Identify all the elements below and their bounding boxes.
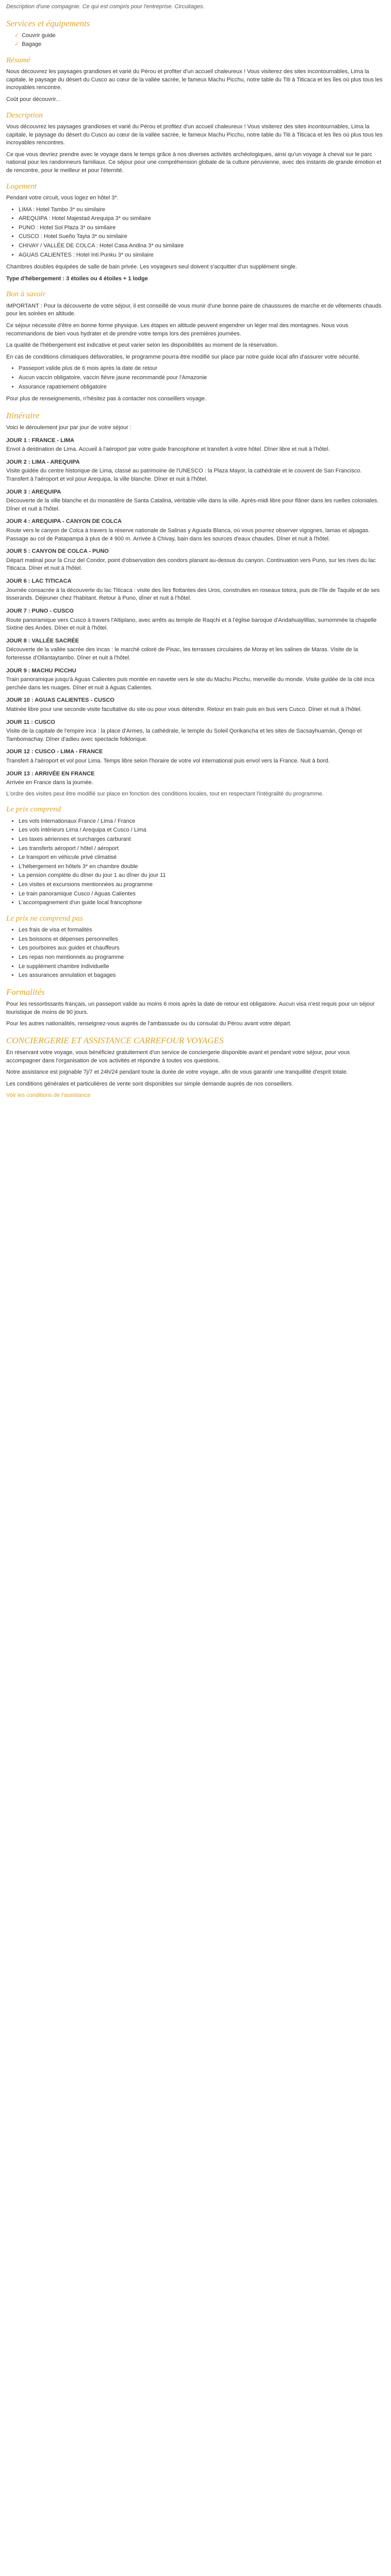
resume-title: Résumé [6,56,30,64]
day-text: Matinée libre pour une seconde visite facultative du site ou pour vous détendre. Retour en train puis en bus vers Cusco. Dîner et nuit à l'hôtel. [6,706,362,713]
prix-item: • Les vols internationaux France / Lima / France [19,818,385,826]
day-text: Route vers le canyon de Colca à travers la réserve nationale de Salinas y Aguada Blanca, où vous pourrez observer vigognes, lamas et alpagas. Passage au col de Patapampa à plus de 4 900 m. Arrivée à Chivay, bain dans les sources d'eaux chaudes. Dîner et nuit à l'hôtel. [6,528,370,542]
day-heading: JOUR 12 : CUSCO - LIMA - FRANCE [6,749,103,755]
resume-paragraph: Coût pour découvrir... [6,96,61,103]
description-title: Description [6,111,43,120]
noncompris-item: • Les repas non mentionnés au programme [19,954,385,962]
noncompris-item: • Les frais de visa et formalités [19,926,385,935]
check-icon: ✓ [14,32,20,39]
service-item: ✓ Couvrir guide [14,32,56,39]
itineraire-footnote: L'ordre des visites peut être modifié sur place en fonction des conditions locales, tout en respectant l'intégralité du programme. [6,790,324,797]
itinerary-day [6,578,385,603]
day-heading: JOUR 6 : LAC TITICACA [6,578,72,585]
prix-item: • La pension complète du dîner du jour 1 au dîner du jour 11 [19,872,385,880]
day-heading: JOUR 4 : AREQUIPA - CANYON DE COLCA [6,518,122,525]
day-text: Découverte de la vallée sacrée des Incas : le marché coloré de Pisac, les terrasses circulaires de Moray et les salines de Maras. Visite de la forteresse d'Ollantaytambo. Dîner et nuit à l'hôtel. [6,647,359,661]
hotel-item: • AREQUIPA : Hotel Majestad Arequipa 3* ou similaire [19,215,385,223]
prix-item: • Les vols intérieurs Lima / Arequipa et Cusco / Lima [19,826,385,835]
itinerary-day [6,637,385,663]
logement-note: Chambres doubles équipées de salle de bain privée. Les voyageurs seul doivent s'acquitter d'un supplément single. [6,264,297,270]
description-paragraph: Ce que vous devriez prendre avec le voyage dans le temps grâce à nos diverses activités archéologiques, ainsi qu'un voyage à cheval sur le parc national pour les randonneurs familiaux. Ce séjour pour une compréhension globale de la culture péruvienne, avec des instants de grande émotion et de rencontre, pour le meilleur et pour l'éternité. [6,151,382,174]
itineraire-intro: Voici le déroulement jour par jour de votre séjour : [6,424,132,431]
bonasavoir-paragraph: Ce séjour nécessite d'être en bonne forme physique. Les étapes en altitude peuvent engendrer un léger mal des montagnes. Nous vous recommandons de bien vous hydrater et de prendre votre temps lors des premières journées. [6,322,349,337]
formalites-title: Formalités [6,987,45,997]
bonasavoir-section [6,289,385,403]
conciergerie-paragraph: Les conditions générales et particulières de vente sont disponibles sur simple demande auprès de nos conseillers. [6,1080,294,1087]
noncompris-section [6,913,385,980]
logement-intro: Pendant votre circuit, vous logez en hôtel 3*. [6,194,119,201]
day-heading: JOUR 10 : AGUAS CALIENTES - CUSCO [6,697,115,704]
day-heading: JOUR 13 : ARRIVÉE EN FRANCE [6,770,95,777]
prix-item: • L'hébergement en hôtels 3* en chambre double [19,863,385,871]
day-text: Transfert à l'aéroport et vol pour Lima. Temps libre selon l'horaire de votre vol international puis envol vers la France. Nuit à bord. [6,758,330,765]
itineraire-title: Itinéraire [6,410,40,420]
prix-list [6,818,385,907]
intro-text: Description d'une compagnie. Ce qui est compris pour l'entreprise. Circuitages. [6,4,205,10]
hotel-item: • CHIVAY / VALLÉE DE COLCA : Hotel Casa Andina 3* ou similaire [19,242,385,250]
day-heading: JOUR 7 : PUNO - CUSCO [6,607,74,614]
itinerary-day [6,488,385,514]
service-item: ✓ Bagage [14,41,42,48]
noncompris-item: • Le supplément chambre individuelle [19,963,385,971]
day-text: Visite guidée du centre historique de Lima, classé au patrimoine de l'UNESCO : la Plaza Mayor, la cathédrale et le couvent de San Francisco. Transfert à l'aéroport et vol pour Arequipa, la ville blanche. Dîner et nuit à l'hôtel. [6,468,362,482]
day-heading: JOUR 9 : MACHU PICCHU [6,667,76,674]
hotel-item: • PUNO : Hotel Sol Plaza 3* ou similaire [19,224,385,232]
itinerary-day [6,770,385,787]
prix-item: • Les visites et excursions mentionnées au programme [19,881,385,889]
day-heading: JOUR 2 : LIMA - AREQUIPA [6,459,80,465]
noncompris-list [6,926,385,980]
description-section [6,110,385,175]
logement-section [6,181,385,283]
noncompris-title: Le prix ne comprend pas [6,914,83,923]
bonasavoir-closing: Pour plus de renseignements, n'hésitez pas à contacter nos conseillers voyage. [6,396,206,402]
description-paragraph: Vous découvrez les paysages grandioses et varié du Pérou et profitez d'un accueil chaleureux ! Vous visiterez des sites incontournables, Lima la capitale, le paysage du désert du Cusco au cœur de la vallée sacrée, le fameux Machu Picchu, notre table du Titi à Titicaca et les îles où plus tous les incroyables rencontres. [6,123,383,146]
conciergerie-paragraph: Notre assistance est joignable 7j/7 et 24h/24 pendant toute la durée de votre voyage, afin de vous garantir une tranquillité d'esprit totale. [6,1069,348,1076]
logement-type: Type d'hébergement : 3 étoiles ou 4 étoiles + 1 lodge [6,275,148,282]
prix-item: • Les taxes aériennes et surcharges carburant [19,836,385,844]
resume-section [6,55,385,104]
resume-paragraph: Nous découvrez les paysages grandioses et varié du Pérou et profiter d'un accueil chaleureux ! Vous visiterez des sites incontournables, Lima la capitale, le paysage du désert du Cusco au cœur de la vallée sacrée, le fameux Machu Picchu, notre table du Titi à Titicaca et les îles où plus tous les incroyables rencontre. [6,69,383,91]
page [0,0,391,1116]
check-icon: ✓ [14,41,20,48]
services-title: Services et équipements [6,18,90,28]
day-heading: JOUR 3 : AREQUIPA [6,488,61,495]
formalites-paragraph: Pour les autres nationalités, renseignez-vous auprès de l'ambassade ou du consulat du Pérou avant votre départ. [6,1021,292,1027]
logement-title: Logement [6,182,37,191]
day-text: Découverte de la ville blanche et du monastère de Santa Catalina, véritable ville dans la ville. Après-midi libre pour flâner dans les ruelles coloniales. Dîner et nuit à l'hôtel. [6,498,379,512]
itinerary-day [6,437,385,454]
prix-item: • Le transport en véhicule privé climatisé [19,854,385,862]
prix-item: • L'accompagnement d'un guide local francophone [19,899,385,907]
day-text: Départ matinal pour la Cruz del Condor, point d'observation des condors planant au-dessus du canyon. Continuation vers Puno, sur les rives du lac Titicaca. Dîner et nuit à l'hôtel. [6,557,376,572]
bonasavoir-item: • Assurance rapatriement obligatoire [19,383,385,392]
assistance-link[interactable]: Voir les conditions de l'assistance [6,1092,91,1099]
conciergerie-title: CONCIERGERIE ET ASSISTANCE CARREFOUR VOYAGES [6,1035,224,1045]
day-text: Envol à destination de Lima. Accueil à l'aéroport par votre guide francophone et transfert à votre hôtel. Dîner libre et nuit à l'hôtel. [6,446,330,453]
bonasavoir-title: Bon à savoir [6,290,46,299]
prix-item: • Le train panoramique Cusco / Aguas Calientes [19,890,385,899]
day-text: Visite de la capitale de l'empire inca : la place d'Armes, la cathédrale, le temple du Soleil Qorikancha et les sites de Sacsayhuamán, Qenqo et Tambomachay. Dîner d'adieu avec spectacle folklorique. [6,728,362,742]
day-text: Journée consacrée à la découverte du lac Titicaca : visite des îles flottantes des Uros, construites en roseaux totora, puis de l'île de Taquile et de ses tisserands. Déjeuner chez l'habitant. Retour à Puno, dîner et nuit à l'hôtel. [6,587,380,602]
conciergerie-paragraph: En réservant votre voyage, vous bénéficiez gratuitement d'un service de conciergerie disponible avant et pendant votre séjour, pour vous accompagner dans l'organisation de vos activités et répondre à toutes vos questions. [6,1049,350,1064]
bonasavoir-paragraph: En cas de conditions climatiques défavorables, le programme pourra être modifié sur place par notre guide local afin d'assurer votre sécurité. [6,353,361,360]
formalites-section [6,986,385,1028]
prix-title: Le prix comprend [6,805,61,814]
bonasavoir-paragraph: La qualité de l'hébergement est indicative et peut varier selon les disponibilités au moment de la réservation. [6,342,279,349]
day-text: Train panoramique jusqu'à Aguas Calientes puis montée en navette vers le site du Machu Picchu, merveille du monde. Visite guidée de la cité inca perchée dans les nuages. Dîner et nuit à Aguas Calientes. [6,676,374,691]
hotel-list [6,206,385,260]
day-text: Arrivée en France dans la journée. [6,779,93,786]
itinerary-day [6,697,385,714]
itinerary-day [6,607,385,633]
day-heading: JOUR 11 : CUSCO [6,719,55,725]
formalites-paragraph: Pour les ressortissants français, un passeport valide au moins 6 mois après la date de retour est obligatoire. Aucun visa n'est requis pour un séjour touristique de moins de 90 jours. [6,1001,375,1015]
bonasavoir-item: • Passeport valide plus de 6 mois après la date de retour [19,365,385,373]
bonasavoir-list [6,365,385,391]
prix-section [6,804,385,907]
itinerary-day [6,719,385,744]
day-heading: JOUR 8 : VALLÉE SACRÉE [6,637,79,644]
day-text: Route panoramique vers Cusco à travers l'Altiplano, avec arrêts au temple de Raqchi et à l'église baroque d'Andahuaylillas, surnommée la chapelle Sixtine des Andes. Dîner et nuit à l'hôtel. [6,617,377,632]
itinerary-day [6,667,385,692]
services-list [6,32,385,49]
itinerary-day [6,548,385,573]
day-heading: JOUR 5 : CANYON DE COLCA - PUNO [6,548,109,555]
itinerary-day [6,459,385,484]
itinerary-day [6,518,385,543]
prix-item: • Les transferts aéroport / hôtel / aéroport [19,845,385,853]
noncompris-item: • Les boissons et dépenses personnelles [19,936,385,944]
hotel-item: • AGUAS CALIENTES : Hotel Inti Punku 3* ou similaire [19,251,385,260]
hotel-item: • LIMA : Hotel Tambo 3* ou similaire [19,206,385,214]
day-heading: JOUR 1 : FRANCE - LIMA [6,437,74,444]
bonasavoir-paragraph: IMPORTANT : Pour la découverte de votre séjour, il est conseillé de vous munir d'une bonne paire de chaussures de marche et de vêtements chauds pour les soirées en altitude. [6,302,382,317]
itinerary-day [6,748,385,765]
itineraire-section [6,410,385,799]
noncompris-item: • Les pourboires aux guides et chauffeurs [19,944,385,953]
noncompris-item: • Les assurances annulation et bagages [19,972,385,980]
bonasavoir-item: • Aucun vaccin obligatoire, vaccin fièvre jaune recommandé pour l'Amazonie [19,374,385,382]
services-section [6,18,385,49]
hotel-item: • CUSCO : Hotel Sueño Tayta 3* ou similaire [19,233,385,241]
conciergerie-section [6,1035,385,1100]
